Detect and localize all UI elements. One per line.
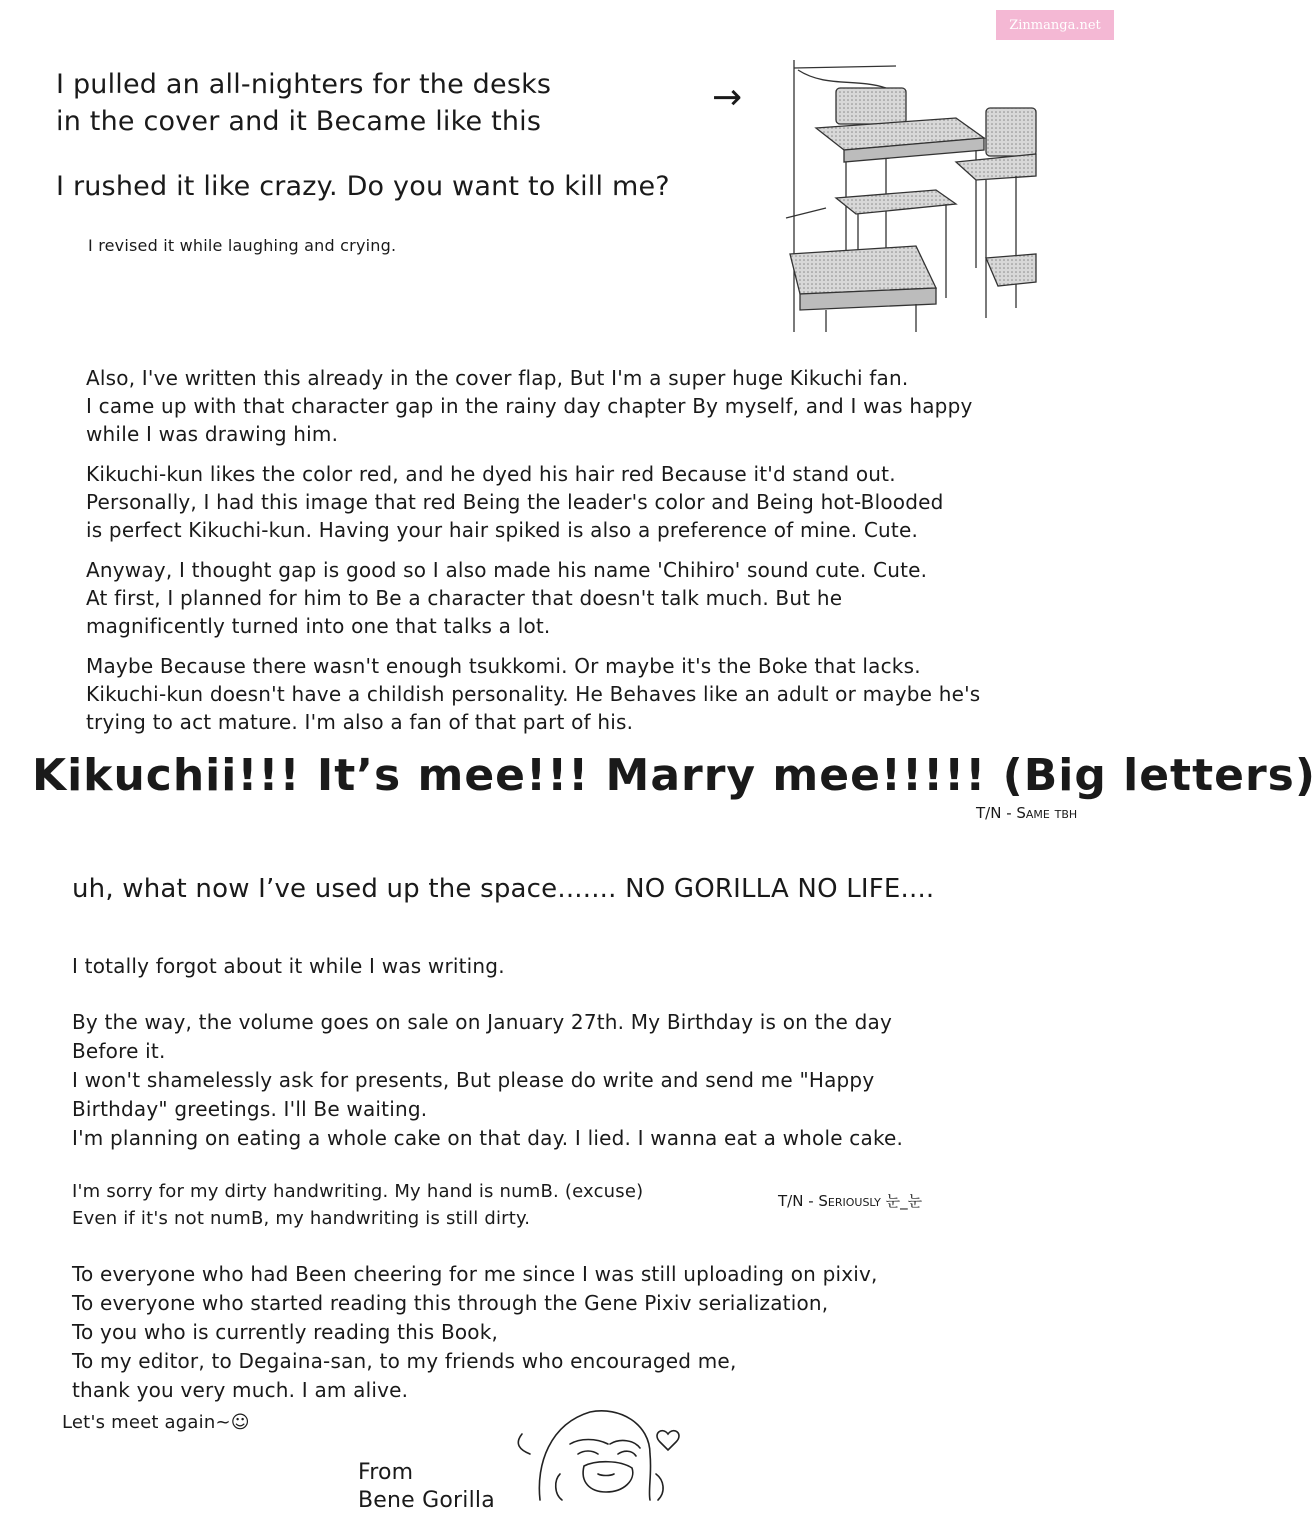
top-line-2: in the cover and it Became like this bbox=[56, 106, 542, 137]
thanks-paragraph bbox=[72, 1260, 1062, 1405]
signature-name: Bene Gorilla bbox=[358, 1488, 495, 1513]
watermark: Zinmanga.net bbox=[996, 10, 1114, 40]
paragraph-line: Personally, I had this image that red Being the leader's color and Being hot-Blooded bbox=[86, 490, 944, 514]
paragraph-line: To everyone who started reading this through the Gene Pixiv serialization, bbox=[72, 1291, 829, 1315]
paragraph-line: I came up with that character gap in the rainy day chapter By myself, and I was happy bbox=[86, 394, 973, 418]
meet-again: Let's meet again~☺ bbox=[62, 1412, 250, 1433]
paragraph-1 bbox=[86, 364, 1076, 448]
paragraph-line: Also, I've written this already in the cover flap, But I'm a super huge Kikuchi fan. bbox=[86, 366, 909, 390]
paragraph-2 bbox=[86, 460, 1076, 544]
forgot-line: I totally forgot about it while I was writing. bbox=[72, 954, 505, 978]
paragraph-line: Kikuchi-kun doesn't have a childish personality. He Behaves like an adult or maybe he's bbox=[86, 682, 981, 706]
paragraph-line: while I was drawing him. bbox=[86, 422, 339, 446]
paragraph-line: Before it. bbox=[72, 1039, 166, 1063]
desk-illustration bbox=[786, 58, 1036, 332]
paragraph-line: At first, I planned for him to Be a character that doesn't talk much. But he bbox=[86, 586, 843, 610]
paragraph-line: Kikuchi-kun likes the color red, and he dyed his hair red Because it'd stand out. bbox=[86, 462, 896, 486]
paragraph-line: To everyone who had Been cheering for me since I was still uploading on pixiv, bbox=[72, 1262, 878, 1286]
heart-icon bbox=[657, 1431, 679, 1450]
paragraph-line: I'm planning on eating a whole cake on that day. I lied. I wanna eat a whole cake. bbox=[72, 1126, 904, 1150]
paragraph-line: Birthday" greetings. I'll Be waiting. bbox=[72, 1097, 428, 1121]
paragraph-3 bbox=[86, 556, 1076, 640]
paragraph-line: thank you very much. I am alive. bbox=[72, 1378, 409, 1402]
revised-note: I revised it while laughing and crying. bbox=[88, 236, 397, 255]
paragraph-line: By the way, the volume goes on sale on January 27th. My Birthday is on the day bbox=[72, 1010, 892, 1034]
top-line-1: I pulled an all-nighters for the desks bbox=[56, 69, 552, 100]
paragraph-line: Maybe Because there wasn't enough tsukkomi. Or maybe it's the Boke that lacks. bbox=[86, 654, 921, 678]
shout-heading: Kikuchii!!! It’s mee!!! Marry mee!!!!! (Big letters) bbox=[32, 750, 1316, 801]
paragraph-4 bbox=[86, 652, 1076, 736]
gorilla-sketch bbox=[500, 1404, 700, 1500]
translator-note-2: T/N - Seriously 눈_눈 bbox=[778, 1192, 923, 1210]
arrow-right-icon: → bbox=[712, 77, 743, 118]
paragraph-line: Even if it's not numB, my handwriting is still dirty. bbox=[72, 1208, 531, 1229]
from-label: From bbox=[358, 1460, 414, 1485]
paragraph-line: Anyway, I thought gap is good so I also made his name 'Chihiro' sound cute. Cute. bbox=[86, 558, 928, 582]
paragraph-line: To my editor, to Degaina-san, to my friends who encouraged me, bbox=[72, 1349, 737, 1373]
paragraph-line: is perfect Kikuchi-kun. Having your hair spiked is also a preference of mine. Cute. bbox=[86, 518, 919, 542]
paragraph-line: I won't shamelessly ask for presents, But please do write and send me "Happy bbox=[72, 1068, 875, 1092]
gorilla-line: uh, what now I’ve used up the space....... NO GORILLA NO LIFE.... bbox=[72, 874, 935, 904]
paragraph-line: magnificently turned into one that talks a lot. bbox=[86, 614, 551, 638]
paragraph-line: I'm sorry for my dirty handwriting. My hand is numB. (excuse) bbox=[72, 1181, 644, 1202]
paragraph-line: To you who is currently reading this Book, bbox=[72, 1320, 499, 1344]
translator-note-1: T/N - Same tbh bbox=[976, 804, 1078, 822]
birthday-paragraph bbox=[72, 1008, 1062, 1153]
paragraph-line: trying to act mature. I'm also a fan of that part of his. bbox=[86, 710, 634, 734]
top-line-3: I rushed it like crazy. Do you want to kill me? bbox=[56, 171, 670, 202]
